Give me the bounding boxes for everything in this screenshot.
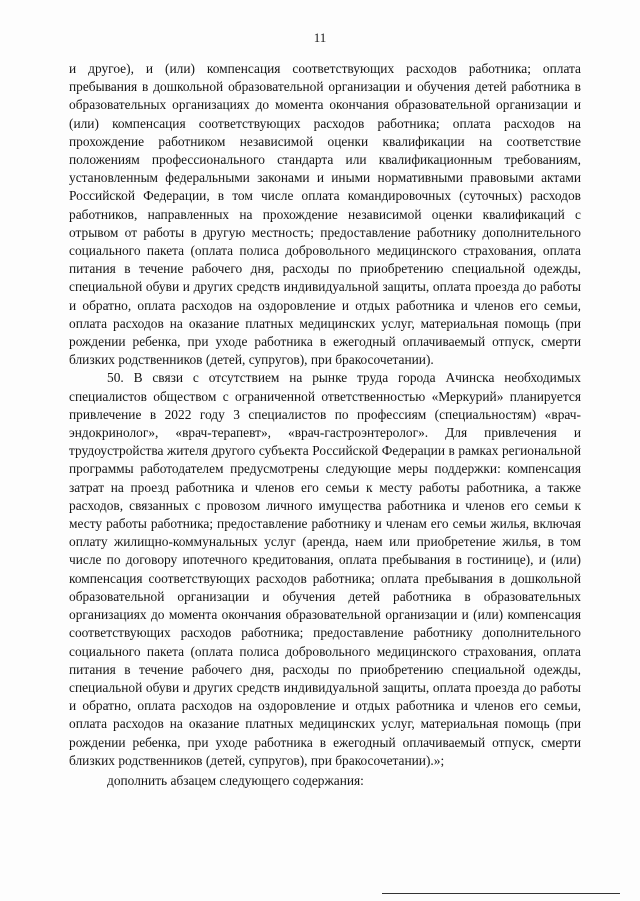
paragraph-amendment-intro: дополнить абзацем следующего содержания: (107, 772, 364, 788)
page-number: 11 (313, 30, 327, 45)
paragraph-continuation: и другое), и (или) компенсация соответствующих расходов работника; оплата пребывания в дошкольной образовательной организации и обучения детей работника в образовательных организациях до момента окончания образовательной организации и (или) компенсация соответствующих расходов работника; оплата расходов на прохождение работником независимой оценки квалификации на соответствие положениям профессионального стандарта или квалификационным требованиям, установленным федеральными законами и иными нормативными правовыми актами Российской Федерации, в том числе оплата командировочных (суточных) расходов работников, направленных на прохождение независимой оценки квалификаций с отрывом от работы в другую местность; предоставление работнику дополнительного социального пакета (оплата полиса добровольного медицинского страхования, оплата питания в течение рабочего дня, расходы по приобретению специальной одежды, специальной обуви и других средств индивидуальной защиты, оплата проезда до работы и обратно, оплата расходов на оздоровление и отдых работника и членов его семьи, оплата расходов на оказание платных медицинских услуг, материальная помощь (при рождении ребенка, при уходе работника в ежегодный оплачиваемый отпуск, смерти близких родственников (детей, супругов), при бракосочетании). (69, 61, 581, 368)
footer-rule (382, 893, 620, 894)
paragraph-item-50: 50. В связи с отсутствием на рынке труда города Ачинска необходимых специалистов обществом с ограниченной ответственностью «Меркурий» планируется привлечение в 2022 году 3 специалистов по профессиям (специальностям) «врач-эндокринолог», «врач-терапевт», «врач-гастроэнтеролог». Для привлечения и трудоустройства жителя другого субъекта Российской Федерации в рамках региональной программы работодателем предусмотрены следующие меры поддержки: компенсация затрат на проезд работника и членов его семьи к месту работы работника, а также расходов, связанных с провозом личного имущества работника и членов его семьи к месту работы работника; предоставление работнику и членам его семьи жилья, включая оплату жилищно-коммунальных услуг (аренда, наем или приобретение жилья, в том числе по договору ипотечного кредитования, оплата пребывания в гостинице), и (или) компенсация соответствующих расходов работника; оплата пребывания в дошкольной образовательной организации и обучения детей работника в образовательных организациях до момента окончания образовательной организации и (или) компенсация соответствующих расходов работника; предоставление работнику дополнительного социального пакета (оплата полиса добровольного медицинского страхования, оплата питания в течение рабочего дня, расходы по приобретению специальной одежды, специальной обуви и других средств индивидуальной защиты, оплата проезда до работы и обратно, оплата расходов на оздоровление и отдых работника и членов его семьи, оплата расходов на оказание платных медицинских услуг, материальная помощь (при рождении ребенка, при уходе работника в ежегодный оплачиваемый отпуск, смерти близких родственников (детей, супругов), при бракосочетании).»; (69, 370, 581, 768)
document-body (69, 60, 581, 790)
